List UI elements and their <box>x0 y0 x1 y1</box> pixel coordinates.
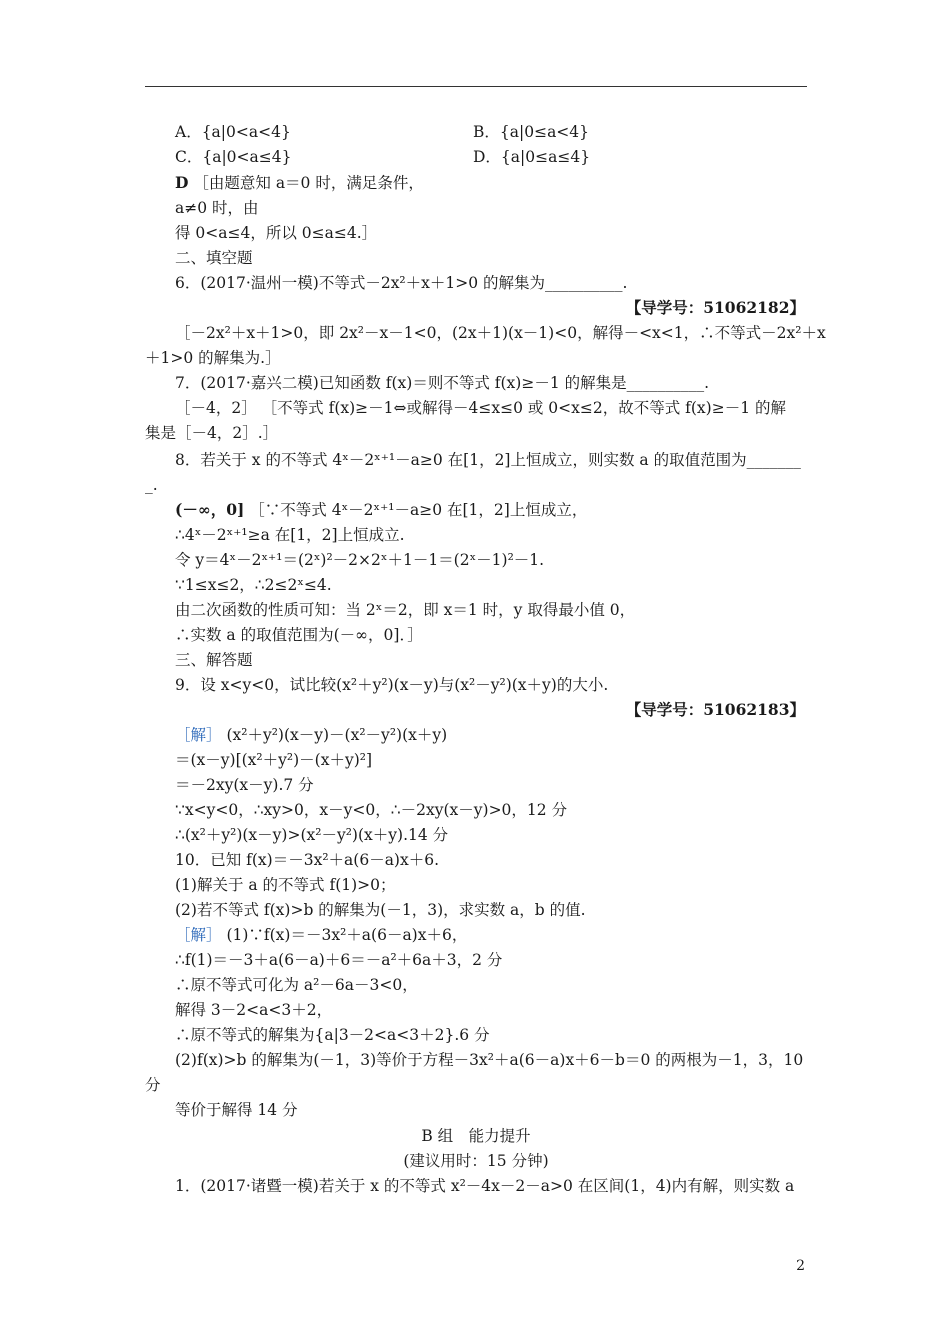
group-b-title: B 组 能力提升 <box>421 1127 531 1145</box>
group-b-subtitle: (建议用时：15 分钟) <box>403 1152 549 1170</box>
group-b-q1: 1．(2017·诸暨一模)若关于 x 的不等式 x²－4x－2－a>0 在区间(1，4)内有解，则实数 a <box>175 1177 795 1195</box>
q10-solution-line6: (2)f(x)>b 的解集为(－1，3)等价于方程－3x²＋a(6－a)x＋6－b＝0 的两根为－1，3，10 <box>175 1051 804 1069</box>
q9-solution-line2: ＝(x－y)[(x²＋y²)－(x＋y)²] <box>175 751 373 769</box>
q10-part2: (2)若不等式 f(x)>b 的解集为(－1，3)，求实数 a，b 的值. <box>175 901 586 919</box>
q10-solution-line1: ［解］ (1)∵f(x)＝－3x²＋a(6－a)x＋6， <box>175 926 468 944</box>
q9-solution-line4: ∵x<y<0，∴xy>0，x－y<0，∴－2xy(x－y)>0，12 分 <box>175 801 568 819</box>
option-c: C．{a|0<a≤4} <box>175 148 292 166</box>
q5-answer-line2: a≠0 时，由 <box>175 199 259 217</box>
q9-ref: 【导学号：51062183】 <box>625 700 805 719</box>
q10-solution-line4: 解得 3－2<a<3＋2， <box>175 1001 333 1019</box>
q5-answer-line1: D ［由题意知 a＝0 时，满足条件， <box>175 173 424 192</box>
q10-solution-tag: ［解］ <box>175 926 222 944</box>
q9-solution-line1: ［解］ (x²＋y²)(x－y)－(x²－y²)(x＋y) <box>175 726 448 744</box>
q10-solution-line8: 等价于解得 14 分 <box>175 1101 298 1119</box>
q8-text: 8．若关于 x 的不等式 4ˣ－2ˣ⁺¹－a≥0 在[1，2]上恒成立，则实数 a 的取值范围为_______ <box>175 451 801 469</box>
q8-text-cont: _. <box>145 476 158 494</box>
q9-solution-tag: ［解］ <box>175 726 222 744</box>
q10-solution-line3: ∴原不等式可化为 a²－6a－3<0， <box>175 976 418 994</box>
q9-solution-line5: ∴(x²＋y²)(x－y)>(x²－y²)(x＋y).14 分 <box>175 826 449 844</box>
q6-ref: 【导学号：51062182】 <box>625 298 805 317</box>
q5-answer-line3: 得 0<a≤4，所以 0≤a≤4.］ <box>175 224 378 242</box>
q8-answer-line6: ∴实数 a 的取值范围为(－∞，0]．］ <box>175 626 423 644</box>
q10-text: 10．已知 f(x)＝－3x²＋a(6－a)x＋6. <box>175 851 440 869</box>
q10-solution-line7: 分 <box>145 1076 161 1094</box>
q8-answer-line4: ∵1≤x≤2，∴2≤2ˣ≤4. <box>175 576 332 594</box>
page-number: 2 <box>796 1258 805 1274</box>
q8-answer-line3: 令 y＝4ˣ－2ˣ⁺¹＝(2ˣ)²－2×2ˣ＋1－1＝(2ˣ－1)²－1. <box>175 551 545 569</box>
header-rule <box>145 86 807 87</box>
option-b: B．{a|0≤a<4} <box>473 123 590 141</box>
q6-text: 6．(2017·温州一模)不等式－2x²＋x＋1>0 的解集为__________. <box>175 274 628 292</box>
q7-answer-line1: ［－4，2］ ［不等式 f(x)≥－1⇔或解得－4≤x≤0 或 0<x≤2，故不等式 f(x)≥－1 的解 <box>175 399 786 417</box>
q10-part1: (1)解关于 a 的不等式 f(1)>0； <box>175 876 396 894</box>
q9-solution-line3: ＝－2xy(x－y).7 分 <box>175 776 314 794</box>
q8-answer-line2: ∴4ˣ－2ˣ⁺¹≥a 在[1，2]上恒成立. <box>175 526 405 544</box>
q8-answer-line1: (－∞，0] ［∵不等式 4ˣ－2ˣ⁺¹－a≥0 在[1，2]上恒成立， <box>175 500 588 519</box>
q8-answer-label: (－∞，0] <box>175 500 245 519</box>
q5-answer-label: D <box>175 173 189 192</box>
section-heading-fill: 二、填空题 <box>175 249 253 267</box>
q6-answer-line1: ［－2x²＋x＋1>0，即 2x²－x－1<0，(2x＋1)(x－1)<0，解得－<x<1，∴不等式－2x²＋x <box>175 324 826 342</box>
section-heading-solve: 三、解答题 <box>175 651 253 669</box>
q7-text: 7．(2017·嘉兴二模)已知函数 f(x)＝则不等式 f(x)≥－1 的解集是__________. <box>175 374 710 392</box>
q6-answer-line2: ＋1>0 的解集为.］ <box>145 349 281 367</box>
q8-answer-line5: 由二次函数的性质可知：当 2ˣ＝2，即 x＝1 时，y 取得最小值 0， <box>175 601 636 619</box>
q7-answer-line2: 集是［－4，2］.］ <box>145 424 279 442</box>
q10-solution-line5: ∴原不等式的解集为{a|3－2<a<3＋2}.6 分 <box>175 1026 490 1044</box>
q9-text: 9．设 x<y<0，试比较(x²＋y²)(x－y)与(x²－y²)(x＋y)的大小. <box>175 676 609 694</box>
option-a: A．{a|0<a<4} <box>175 123 291 141</box>
q10-solution-line2: ∴f(1)＝－3＋a(6－a)＋6＝－a²＋6a＋3，2 分 <box>175 951 503 969</box>
option-d: D．{a|0≤a≤4} <box>473 148 591 166</box>
